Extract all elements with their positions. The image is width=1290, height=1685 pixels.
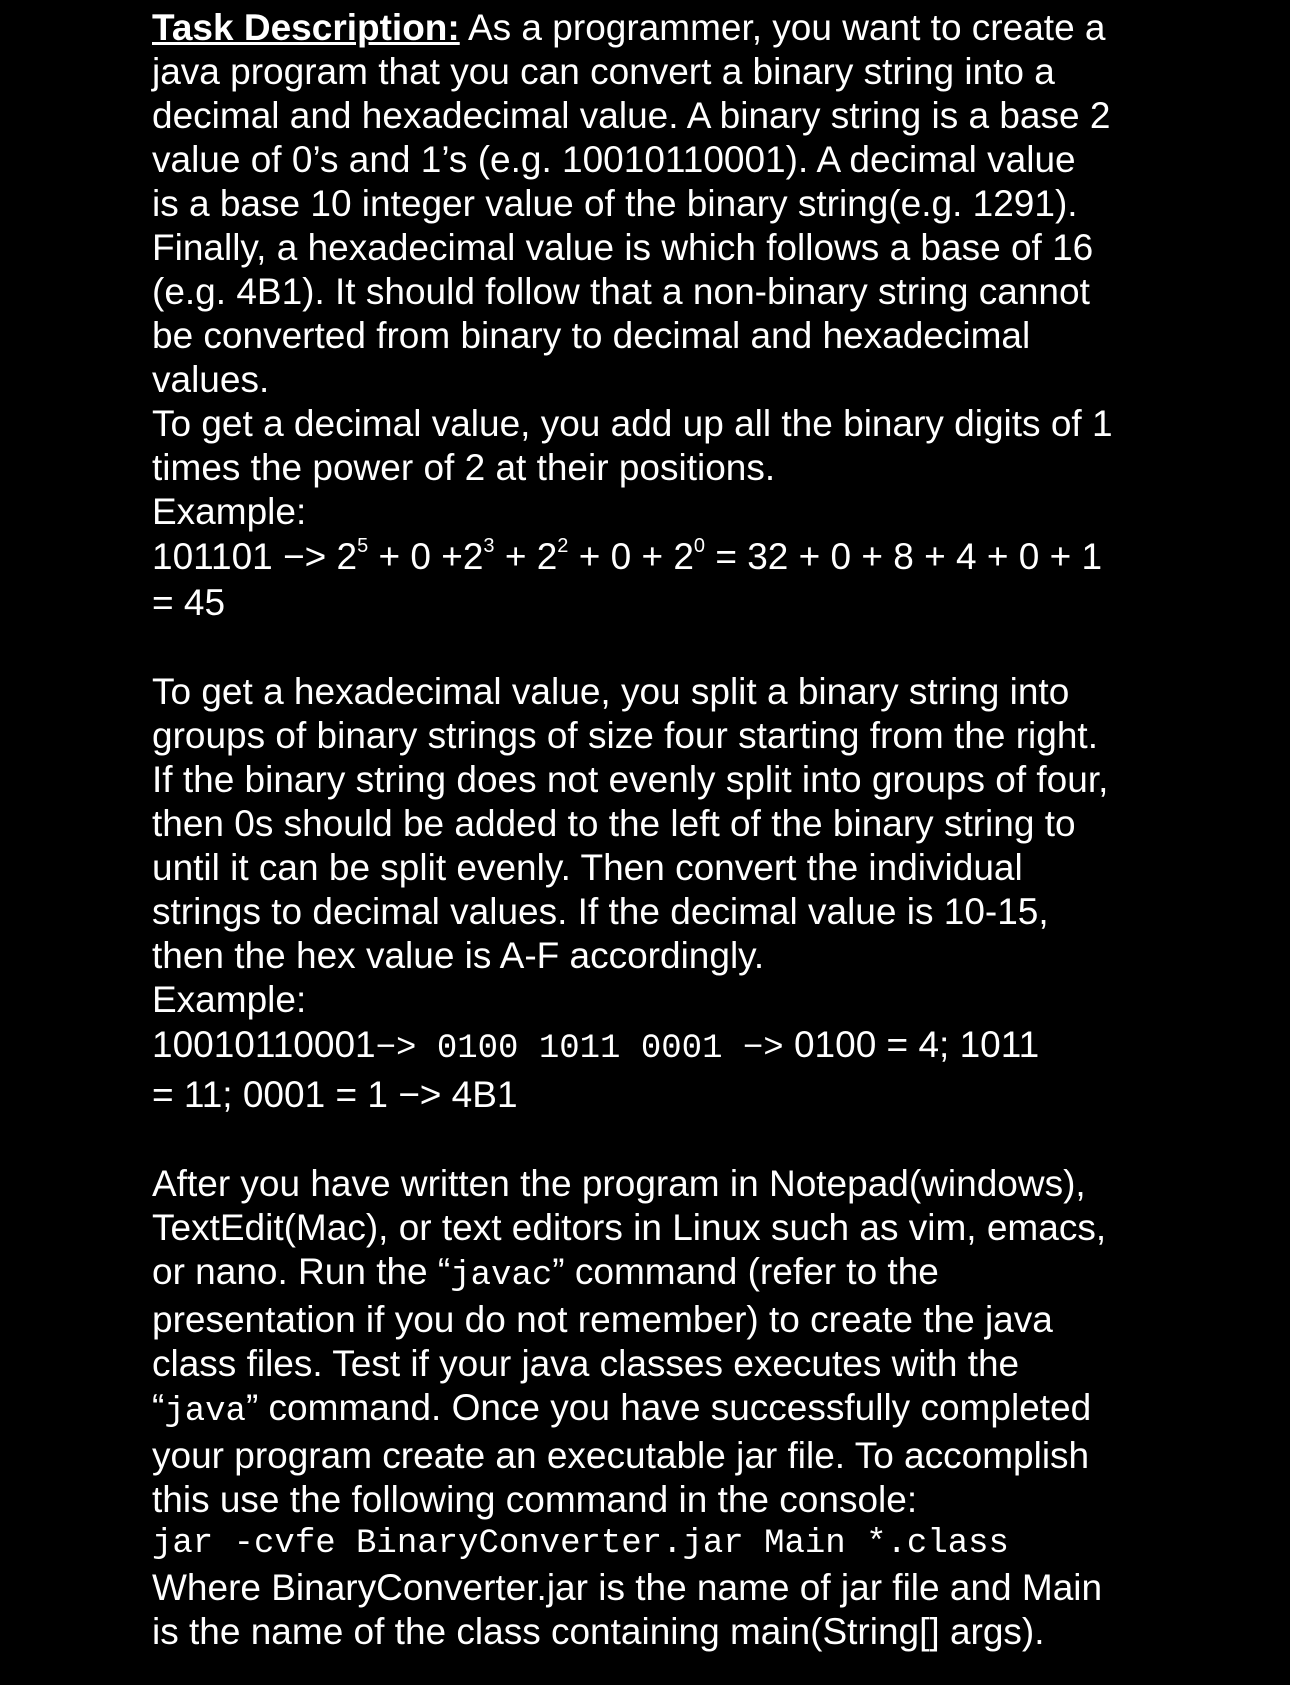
build-line-5: class files. Test if your java classes executes with the: [152, 1343, 1020, 1384]
decimal-section: [152, 402, 1152, 626]
javac-command: javac: [450, 1257, 553, 1295]
spacer: [152, 1118, 1152, 1162]
intro-line-1: Task Description: As a programmer, you want to create a: [152, 7, 1106, 48]
intro-section: [152, 6, 1152, 402]
intro-line-8: be converted from binary to decimal and hexadecimal: [152, 315, 1031, 356]
build-line-6: “java” command. Once you have successfully completed: [152, 1387, 1092, 1431]
intro-line-5: is a base 10 integer value of the binary string(e.g. 1291).: [152, 183, 1078, 224]
build-line-9: Where BinaryConverter.jar is the name of jar file and Main: [152, 1567, 1103, 1608]
build-line-3: or nano. Run the “javac” command (refer to the: [152, 1251, 939, 1295]
build-section: [152, 1162, 1152, 1654]
intro-line-3: decimal and hexadecimal value. A binary string is a base 2: [152, 95, 1111, 136]
document-body: [152, 6, 1152, 1654]
hex-example-line-2: = 11; 0001 = 1 −> 4B1: [152, 1074, 518, 1115]
hex-line-3: If the binary string does not evenly split into groups of four,: [152, 759, 1109, 800]
decimal-example-label: Example:: [152, 491, 307, 532]
java-command: java: [164, 1393, 246, 1431]
hex-line-4: then 0s should be added to the left of the binary string to: [152, 803, 1076, 844]
hex-line-5: until it can be split evenly. Then convert the individual: [152, 847, 1023, 888]
hex-line-1: To get a hexadecimal value, you split a binary string into: [152, 671, 1070, 712]
decimal-line-2: times the power of 2 at their positions.: [152, 447, 776, 488]
hex-example-line-1: 10010110001−> 0100 1011 0001 −> 0100 = 4; 1011: [152, 1024, 1040, 1068]
decimal-example-result: = 45: [152, 582, 226, 623]
build-line-4: presentation if you do not remember) to create the java: [152, 1299, 1053, 1340]
hex-line-7: then the hex value is A-F accordingly.: [152, 935, 765, 976]
hex-line-2: groups of binary strings of size four starting from the right.: [152, 715, 1098, 756]
hex-section: [152, 670, 1152, 1118]
hex-example-label: Example:: [152, 979, 307, 1020]
build-line-10: is the name of the class containing main(String[] args).: [152, 1611, 1045, 1652]
intro-line-6: Finally, a hexadecimal value is which follows a base of 16: [152, 227, 1094, 268]
intro-line-7: (e.g. 4B1). It should follow that a non-binary string cannot: [152, 271, 1090, 312]
build-line-2: TextEdit(Mac), or text editors in Linux such as vim, emacs,: [152, 1207, 1107, 1248]
build-line-8: this use the following command in the console:: [152, 1479, 918, 1520]
task-title: Task Description:: [152, 7, 460, 48]
hex-line-6: strings to decimal values. If the decimal value is 10-15,: [152, 891, 1049, 932]
intro-line-9: values.: [152, 359, 270, 400]
hex-example-groups: −> 0100 1011 0001 −>: [375, 1030, 784, 1068]
jar-command: jar -cvfe BinaryConverter.jar Main *.class: [152, 1525, 1009, 1563]
decimal-example-equation: $101101 -> 2^5 + 0 +2^3 + 2^2 + 0 + 2^0 = 32 + 0 + 8 + 4 + 0 + 1$: [152, 534, 1103, 577]
intro-line-4: value of 0’s and 1’s (e.g. 10010110001). A decimal value: [152, 139, 1076, 180]
build-line-7: your program create an executable jar file. To accomplish: [152, 1435, 1090, 1476]
decimal-line-1: To get a decimal value, you add up all the binary digits of 1: [152, 403, 1113, 444]
spacer: [152, 626, 1152, 670]
intro-line-2: java program that you can convert a binary string into a: [152, 51, 1055, 92]
build-line-1: After you have written the program in Notepad(windows),: [152, 1163, 1086, 1204]
